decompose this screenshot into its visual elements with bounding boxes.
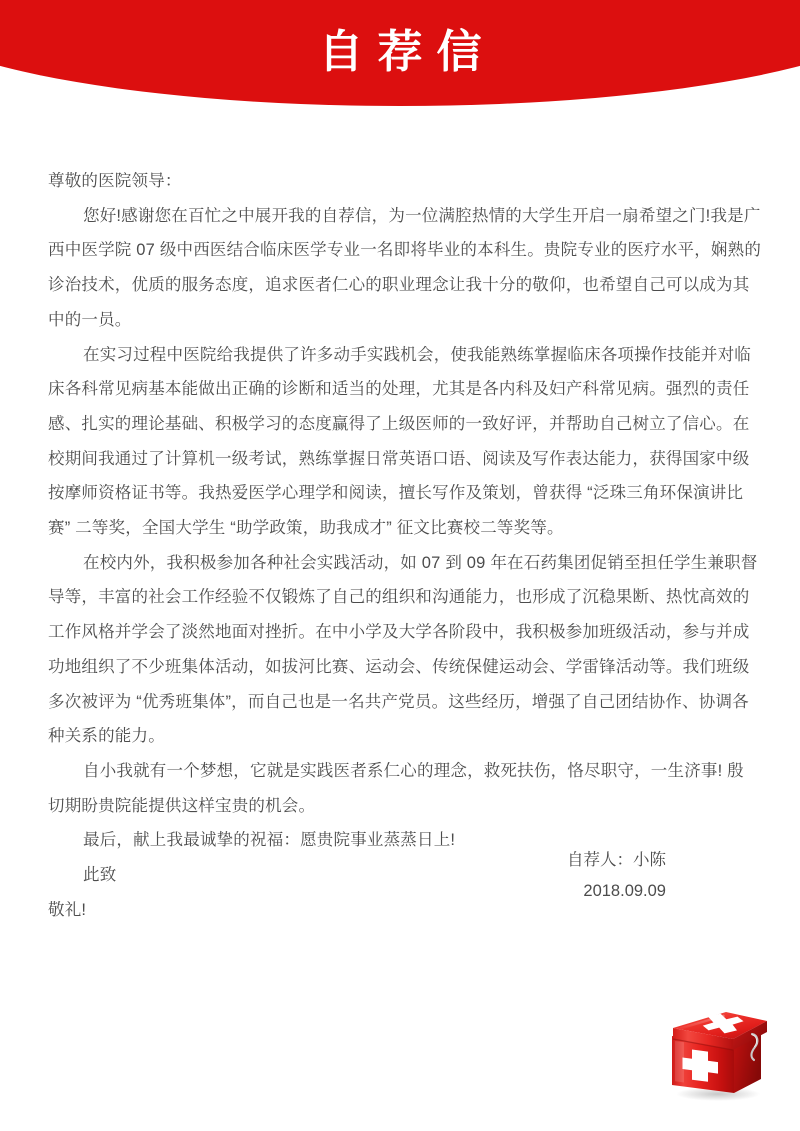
letter-body — [48, 164, 762, 927]
paragraph-line: 种关系的能力。 — [48, 727, 165, 746]
paragraph-line: 赛” 二等奖，全国大学生 “助学政策，助我成才” 征文比赛校二等奖等。 — [48, 519, 564, 538]
paragraph-line: 您好!感谢您在百忙之中展开我的自荐信，为一位满腔热情的大学生开启一扇希望之门!我是广 — [83, 206, 761, 225]
paragraph-line: 工作风格并学会了淡然地面对挫折。在中小学及大学各阶段中，我积极参加班级活动，参与并成 — [48, 623, 750, 642]
closing-complimentary: 此致 — [83, 866, 117, 885]
paragraph-line: 按摩师资格证书等。我热爱医学心理学和阅读，擅长写作及策划，曾获得 “泛珠三角环保演讲比 — [48, 484, 744, 503]
paragraph-line: 在实习过程中医院给我提供了许多动手实践机会，使我能熟练掌握临床各项操作技能并对临 — [83, 345, 751, 364]
header-banner — [0, 0, 800, 118]
paragraph-line: 在校内外，我积极参加各种社会实践活动，如 07 到 09 年在石药集团促销至担任学生兼职督 — [83, 553, 758, 572]
signature-author: 自荐人：小陈 — [567, 851, 666, 869]
closing-salute: 敬礼! — [48, 900, 87, 919]
first-aid-kit-icon — [664, 994, 776, 1102]
paragraph-line: 自小我就有一个梦想，它就是实践医者系仁心的理念，救死扶伤，恪尽职守，一生济事! 殷 — [83, 761, 744, 780]
paragraph-2 — [48, 338, 754, 546]
paragraph-3 — [48, 546, 758, 754]
paragraph-line: 导等，丰富的社会工作经验不仅锻炼了自己的组织和沟通能力，也形成了沉稳果断、热忱高效的 — [48, 588, 750, 607]
kit-front-gloss — [675, 1041, 684, 1083]
paragraph-line: 多次被评为 “优秀班集体”，而自己也是一名共产党员。这些经历，增强了自己团结协作、协调各 — [48, 692, 749, 711]
paragraph-line: 诊治技术，优质的服务态度，追求医者仁心的职业理念让我十分的敬仰，也希望自己可以成为其 — [48, 276, 750, 295]
salutation: 尊敬的医院领导： — [48, 172, 182, 190]
paragraph-line: 中的一员。 — [48, 310, 132, 329]
paragraph-line: 校期间我通过了计算机一级考试，熟练掌握日常英语口语、阅读及写作表达能力，获得国家中级 — [48, 449, 750, 468]
paragraph-line: 西中医学院 07 级中西医结合临床医学专业一名即将毕业的本科生。贵院专业的医疗水平，娴熟的 — [48, 241, 762, 260]
paragraph-line: 床各科常见病基本能做出正确的诊断和适当的处理，尤其是各内科及妇产科常见病。强烈的责任 — [48, 380, 750, 399]
paragraph-line: 功地组织了不少班集体活动，如拔河比赛、运动会、传统保健运动会、学雷锋活动等。我们班级 — [48, 657, 750, 676]
paragraph-line: 感、扎实的理论基础、积极学习的态度赢得了上级医师的一致好评，并帮助自己树立了信心。在 — [48, 414, 750, 433]
paragraph-line: 切期盼贵院能提供这样宝贵的机会。 — [48, 796, 316, 815]
paragraph-line: 最后，献上我最诚挚的祝福：愿贵院事业蒸蒸日上! — [83, 831, 456, 850]
paragraph-4 — [48, 754, 754, 823]
page-title: 自荐信 — [318, 25, 496, 78]
paragraph-1 — [48, 199, 762, 338]
signature-date: 2018.09.09 — [583, 882, 666, 900]
signature-block — [0, 845, 752, 907]
